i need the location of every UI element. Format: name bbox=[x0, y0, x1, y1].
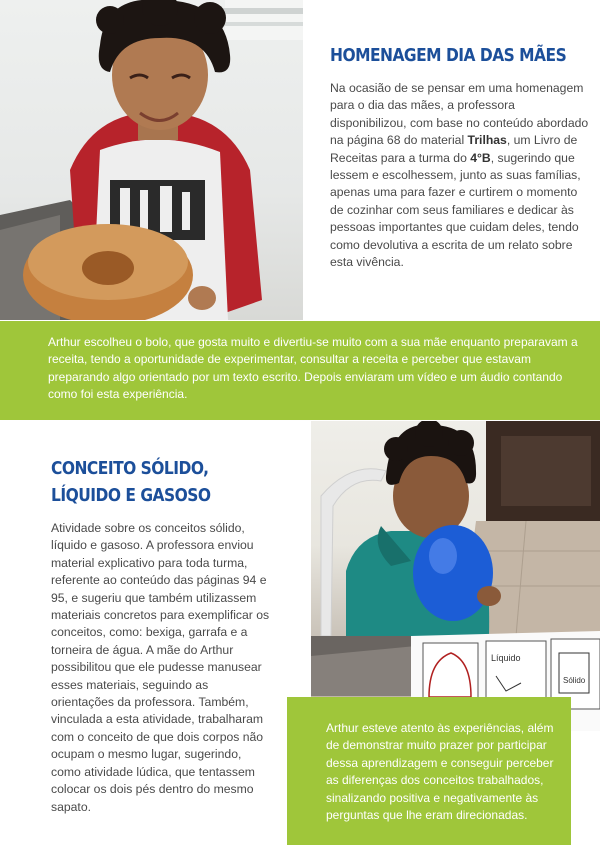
paragraph-part: , sugerindo que lessem e escolhessem, junto as suas famílias, apenas uma para fazer e curtirem o momento de cozinhar com seus familiares e dedicar às pessoas importantes que cuidam deles, tendo como devolutiva a escrita de um relato sobre esta vivência. bbox=[330, 150, 581, 270]
title-line-1: CONCEITO SÓLIDO, bbox=[51, 458, 209, 479]
paragraph-part: Na ocasião de se pensar em uma homenagem para o dia das mães, a professora disponibilizou, com base no conteúdo abordado na página 68 do material bbox=[330, 81, 589, 148]
drawing-label-solid: Sólido bbox=[563, 676, 586, 685]
drawing-label-liquid: Líquido bbox=[491, 653, 521, 663]
paragraph-part: , um Livro de Receitas para a turma do bbox=[330, 133, 578, 165]
photo-boy-with-cake-illustration bbox=[0, 0, 303, 320]
green-band-text: Arthur escolheu o bolo, que gosta muito e divertiu-se muito com a sua mãe enquanto preparavam a receita, tendo a oportunidade de experimentar, consultar a receita e perceber que estavam preparando algo orientado por um texto escrito. Depois enviaram um vídeo e um áudio contando como foi esta experiência. bbox=[48, 335, 578, 402]
section-title-states-of-matter bbox=[51, 455, 211, 509]
photo-boy-with-balloon-illustration bbox=[311, 421, 600, 731]
photo-boy-with-balloon bbox=[311, 421, 600, 731]
paragraph-bold-trilhas: Trilhas bbox=[467, 133, 507, 148]
photo-boy-with-cake bbox=[0, 0, 303, 320]
green-box-text: Arthur esteve atento às experiências, além de demonstrar muito prazer por participar dessa aprendizagem e conseguir perceber as diferenças dos conceitos trabalhados, sinalizando positiva e negativamente às perguntas que lhe eram direcionadas. bbox=[326, 721, 554, 823]
section-title-mothers-day: HOMENAGEM DIA DAS MÃES bbox=[330, 45, 567, 66]
mothers-day-paragraph bbox=[330, 80, 592, 271]
title-line-2: LÍQUIDO E GASOSO bbox=[51, 485, 211, 506]
paragraph-bold-class: 4°B bbox=[470, 150, 491, 165]
states-of-matter-paragraph: Atividade sobre os conceitos sólido, líquido e gasoso. A professora enviou material explicativo para toda turma, referente ao conteúdo das páginas 94 e 95, e sugeriu que também utilizassem materiais concretos para exemplificar os conceitos, como: bexiga, garrafa e a torneira de água. A mãe do Arthur possibilitou que ele pudesse manusear esses materiais, seguindo as orientações da professora. Também, vinculada a esta atividade, trabalharam com o conceito de que dois corpos não ocupam o mesmo lugar, sugerindo, como atividade lúdica, que tentassem colocar os dois pés dentro do mesmo sapato. bbox=[51, 521, 270, 814]
